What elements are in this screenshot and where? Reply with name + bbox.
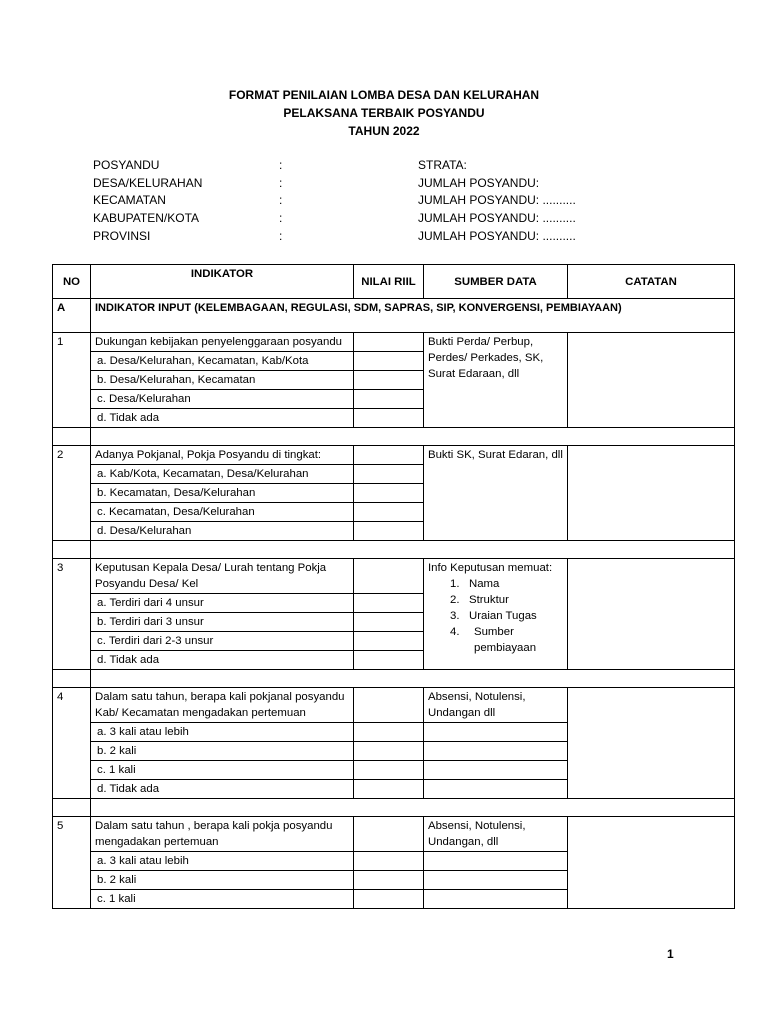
sumber-cell — [424, 890, 568, 909]
catatan-cell[interactable] — [568, 559, 735, 670]
nilai-cell[interactable] — [354, 594, 424, 613]
sumber-cell — [424, 761, 568, 780]
item-question: Dukungan kebijakan penyelenggaraan posyandu — [91, 333, 354, 352]
sumber-title: Info Keputusan memuat: — [428, 562, 553, 574]
field-colon: : — [279, 193, 283, 207]
nilai-cell[interactable] — [354, 522, 424, 541]
nilai-cell[interactable] — [354, 484, 424, 503]
nilai-cell[interactable] — [354, 559, 424, 594]
table-row — [53, 559, 735, 594]
page-number: 1 — [667, 947, 674, 961]
item-question: Dalam satu tahun , berapa kali pokja posyandu mengadakan pertemuan — [91, 817, 354, 852]
option-label: b. Desa/Kelurahan, Kecamatan — [91, 371, 354, 390]
item-sumber — [424, 559, 568, 670]
item-no: 1 — [53, 333, 91, 428]
option-label: d. Tidak ada — [91, 409, 354, 428]
field-jumlah-posyandu: JUMLAH POSYANDU: .......... — [418, 211, 576, 225]
spacer-row — [53, 799, 735, 817]
field-label-kabupaten: KABUPATEN/KOTA — [93, 211, 200, 225]
spacer-row — [53, 541, 735, 559]
option-label: a. Terdiri dari 4 unsur — [91, 594, 354, 613]
field-strata: STRATA: — [418, 158, 467, 172]
table-row — [53, 446, 735, 465]
header-sumber-data: SUMBER DATA — [424, 265, 568, 299]
sumber-cell — [424, 871, 568, 890]
spacer-row — [53, 670, 735, 688]
item-sumber: Bukti SK, Surat Edaran, dll — [424, 446, 568, 541]
option-label: c. Terdiri dari 2-3 unsur — [91, 632, 354, 651]
field-jumlah-posyandu: JUMLAH POSYANDU: .......... — [418, 229, 576, 243]
item-question: Keputusan Kepala Desa/ Lurah tentang Pokja Posyandu Desa/ Kel — [91, 559, 354, 594]
header-indikator: INDIKATOR — [91, 265, 354, 299]
option-label: c. Desa/Kelurahan — [91, 390, 354, 409]
nilai-cell[interactable] — [354, 352, 424, 371]
nilai-cell[interactable] — [354, 651, 424, 670]
nilai-cell[interactable] — [354, 503, 424, 522]
nilai-cell[interactable] — [354, 409, 424, 428]
field-label-provinsi: PROVINSI — [93, 229, 151, 243]
option-label: c. Kecamatan, Desa/Kelurahan — [91, 503, 354, 522]
item-sumber: Absensi, Notulensi, Undangan dll — [424, 688, 568, 723]
nilai-cell[interactable] — [354, 333, 424, 352]
field-label-posyandu: POSYANDU — [93, 158, 160, 172]
header-no: NO — [53, 265, 91, 299]
header-nilai-riil: NILAI RIIL — [354, 265, 424, 299]
option-label: b. Kecamatan, Desa/Kelurahan — [91, 484, 354, 503]
option-label: b. Terdiri dari 3 unsur — [91, 613, 354, 632]
option-label: c. 1 kali — [91, 890, 354, 909]
nilai-cell[interactable] — [354, 817, 424, 852]
nilai-cell[interactable] — [354, 390, 424, 409]
table-row — [53, 817, 735, 852]
option-label: d. Desa/Kelurahan — [91, 522, 354, 541]
sumber-cell — [424, 742, 568, 761]
nilai-cell[interactable] — [354, 742, 424, 761]
nilai-cell[interactable] — [354, 852, 424, 871]
field-label-desa: DESA/KELURAHAN — [93, 176, 203, 190]
nilai-cell[interactable] — [354, 632, 424, 651]
option-label: c. 1 kali — [91, 761, 354, 780]
sumber-cell — [424, 780, 568, 799]
item-no: 4 — [53, 688, 91, 799]
nilai-cell[interactable] — [354, 723, 424, 742]
field-colon: : — [279, 229, 283, 243]
nilai-cell[interactable] — [354, 688, 424, 723]
section-row — [53, 299, 735, 333]
doc-title-line2: PELAKSANA TERBAIK POSYANDU — [283, 106, 485, 120]
item-sumber: Absensi, Notulensi, Undangan, dll — [424, 817, 568, 852]
spacer-row — [53, 428, 735, 446]
item-no: 3 — [53, 559, 91, 670]
nilai-cell[interactable] — [354, 890, 424, 909]
item-question: Dalam satu tahun, berapa kali pokjanal posyandu Kab/ Kecamatan mengadakan pertemuan — [91, 688, 354, 723]
option-label: d. Tidak ada — [91, 651, 354, 670]
item-no: 2 — [53, 446, 91, 541]
field-jumlah-posyandu: JUMLAH POSYANDU: — [418, 176, 540, 190]
option-label: a. Kab/Kota, Kecamatan, Desa/Kelurahan — [91, 465, 354, 484]
field-colon: : — [279, 211, 283, 225]
header-catatan: CATATAN — [568, 265, 735, 299]
nilai-cell[interactable] — [354, 446, 424, 465]
section-title: INDIKATOR INPUT (KELEMBAGAAN, REGULASI, SDM, SAPRAS, SIP, KONVERGENSI, PEMBIAYAAN) — [91, 299, 735, 333]
list-item: 2. Struktur — [450, 594, 509, 606]
list-item: 3. Uraian Tugas — [450, 610, 537, 622]
nilai-cell[interactable] — [354, 871, 424, 890]
item-sumber: Bukti Perda/ Perbup, Perdes/ Perkades, SK, Surat Edaraan, dll — [424, 333, 568, 428]
catatan-cell[interactable] — [568, 446, 735, 541]
doc-title-line1: FORMAT PENILAIAN LOMBA DESA DAN KELURAHAN — [228, 88, 540, 102]
table-header-row — [53, 265, 735, 299]
catatan-cell[interactable] — [568, 817, 735, 909]
field-label-kecamatan: KECAMATAN — [93, 193, 166, 207]
option-label: b. 2 kali — [91, 871, 354, 890]
option-label: a. Desa/Kelurahan, Kecamatan, Kab/Kota — [91, 352, 354, 371]
field-colon: : — [279, 158, 283, 172]
catatan-cell[interactable] — [568, 333, 735, 428]
item-no: 5 — [53, 817, 91, 909]
field-jumlah-posyandu: JUMLAH POSYANDU: .......... — [418, 193, 576, 207]
nilai-cell[interactable] — [354, 371, 424, 390]
sumber-cell — [424, 852, 568, 871]
table-row — [53, 333, 735, 352]
nilai-cell[interactable] — [354, 780, 424, 799]
item-question: Adanya Pokjanal, Pokja Posyandu di tingkat: — [91, 446, 354, 465]
sumber-list — [428, 576, 563, 656]
list-item: 1. Nama — [450, 578, 500, 590]
field-colon: : — [279, 176, 283, 190]
option-label: a. 3 kali atau lebih — [91, 723, 354, 742]
nilai-cell[interactable] — [354, 613, 424, 632]
sumber-cell — [424, 723, 568, 742]
nilai-cell[interactable] — [354, 465, 424, 484]
assessment-table — [52, 264, 735, 909]
table-row — [53, 688, 735, 723]
list-item: 4. Sumber pembiayaan — [450, 626, 537, 654]
nilai-cell[interactable] — [354, 761, 424, 780]
catatan-cell[interactable] — [568, 688, 735, 799]
doc-title-line3: TAHUN 2022 — [348, 124, 420, 138]
option-label: d. Tidak ada — [91, 780, 354, 799]
section-no: A — [53, 299, 91, 333]
option-label: b. 2 kali — [91, 742, 354, 761]
option-label: a. 3 kali atau lebih — [91, 852, 354, 871]
